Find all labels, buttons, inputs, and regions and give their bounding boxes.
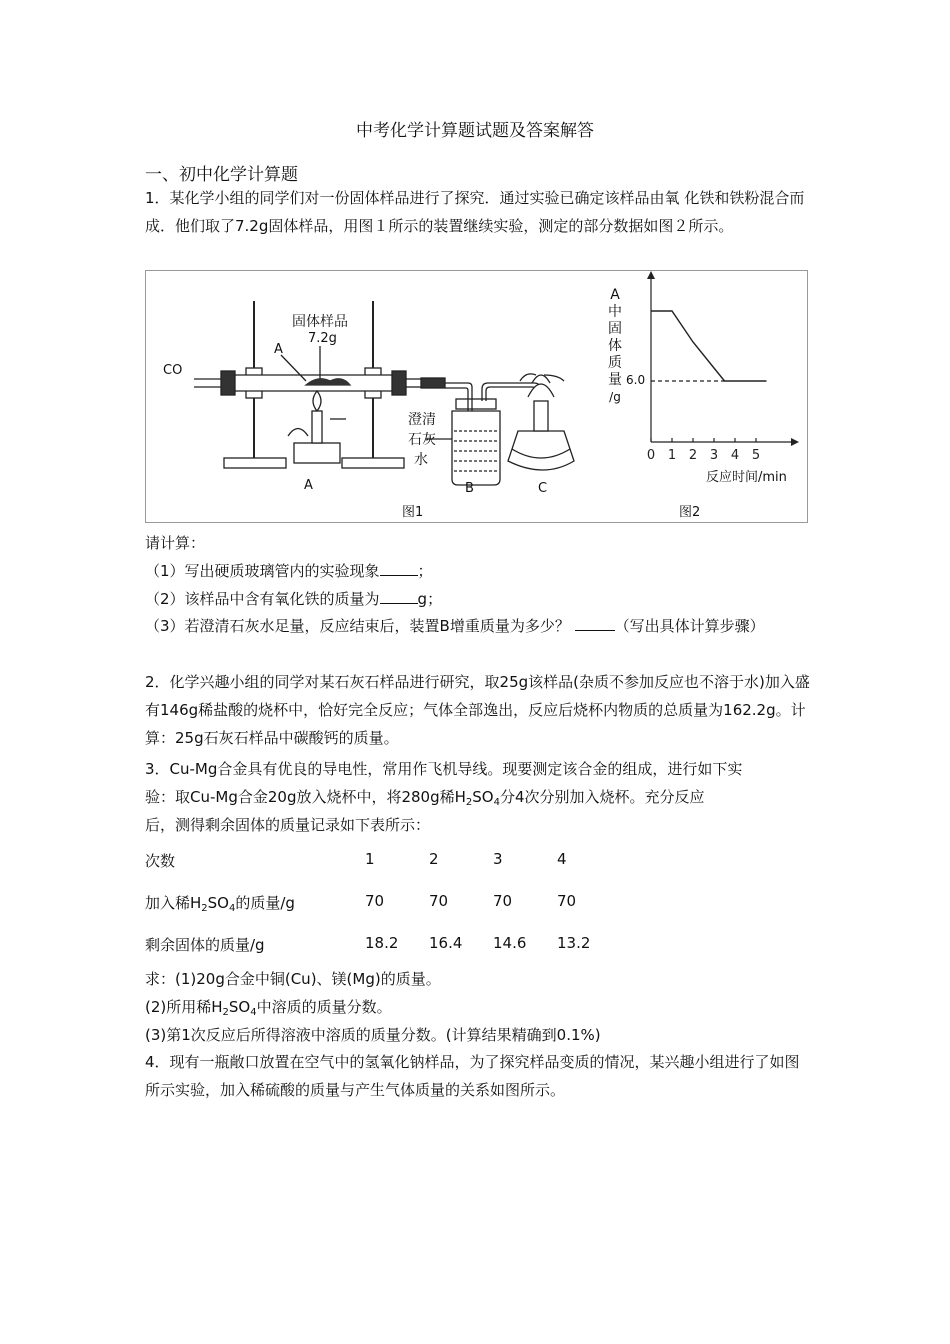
q3-line2 <box>145 786 705 807</box>
q1-sub1-text: （1）写出硬质玻璃管内的实验现象 <box>145 562 380 580</box>
fig2-y-mark: 6.0 <box>626 373 646 387</box>
table-header-row <box>145 850 665 874</box>
q3-ask2-part: (2)所用稀H <box>145 998 223 1016</box>
chart-x-arrow <box>791 438 799 446</box>
table-cell: 70 <box>557 892 577 910</box>
chart-x-tick-label: 0 <box>646 448 656 463</box>
q1-sub1-end: ； <box>417 562 433 580</box>
mass-time-chart <box>647 271 799 463</box>
chart-x-tick-label: 4 <box>730 448 740 463</box>
fig1-tube-label: A <box>274 342 283 357</box>
fig2-ylabel-char: 量 <box>608 372 622 388</box>
q3-ask2 <box>145 996 392 1017</box>
left-stopper <box>221 371 235 395</box>
answer-blank-2[interactable] <box>380 589 418 604</box>
table-cell: 14.6 <box>493 934 527 952</box>
fig1-limewater-label-3: 水 <box>414 452 428 468</box>
right-stopper <box>392 371 406 395</box>
chart-y-arrow <box>647 271 655 279</box>
label-part: SO <box>207 894 229 912</box>
chart-series-line <box>651 311 767 381</box>
fig2-ylabel-char: 体 <box>608 338 622 354</box>
label-sub: 2 <box>201 903 208 914</box>
table-cell: 70 <box>493 892 513 910</box>
q3-line1: 3．Cu-Mg合金具有优良的导电性，常用作飞机导线。现要测定该合金的组成，进行如下实 <box>145 760 743 778</box>
fig1-sample-mass: 7.2g <box>308 331 337 346</box>
table-cell: 18.2 <box>365 934 399 952</box>
fig1-label-b: B <box>465 481 474 496</box>
fig2-ylabel-char: 固 <box>608 321 622 337</box>
q3-line2-part: 验：取Cu-Mg合金20g放入烧杯中，将280g稀H <box>145 788 466 806</box>
q1-sub3 <box>145 612 810 640</box>
table-cell: 70 <box>429 892 449 910</box>
q1-sub3-text: （3）若澄清石灰水足量，反应结束后，装置B增重质量为多少？ <box>145 617 570 635</box>
fig1-limewater-label-1: 澄清 <box>408 412 436 428</box>
chart-x-tick-label: 3 <box>709 448 719 463</box>
q1-sub2-text: （2）该样品中含有氧化铁的质量为 <box>145 590 380 608</box>
q3-ask2-part: 中溶质的质量分数。 <box>256 998 392 1016</box>
fig2-ylabel-char: /g <box>609 390 621 404</box>
fig1-caption: 图1 <box>402 505 424 520</box>
q3-ask2-part: SO <box>228 998 251 1016</box>
fig1-limewater-label-2: 石灰 <box>408 432 436 448</box>
table-row <box>145 892 665 916</box>
fig2-xlabel: 反应时间/min <box>706 470 787 485</box>
q3-line2-sub: 4 <box>493 797 500 808</box>
label-part: 的质量/g <box>235 894 295 912</box>
fig1-label-c: C <box>538 481 548 496</box>
q3-ask2-sub: 4 <box>250 1007 257 1018</box>
table-header-cell: 3 <box>493 850 503 868</box>
fig1-sample-label: 固体样品 <box>292 314 348 330</box>
question-4-text: 4．现有一瓶敞口放置在空气中的氢氧化钠样品，为了探究样品变质的情况，某兴趣小组进行了如图所示实验，加入稀硫酸的质量与产生气体质量的关系如图所示。 <box>145 1053 800 1099</box>
q3-line2-part: 分4次分别加入烧杯。充分反应 <box>499 788 705 806</box>
table-row-label <box>145 892 295 913</box>
label-sub: 4 <box>228 903 236 914</box>
q3-ask2-sub: 2 <box>222 1007 229 1018</box>
page-title: 中考化学计算题试题及答案解答 <box>356 121 594 141</box>
q3-ask3: (3)第1次反应后所得溶液中溶质的质量分数。(计算结果精确到0.1%) <box>145 1026 601 1044</box>
fig2-ylabel-char: 中 <box>608 304 622 320</box>
q1-sub2 <box>145 588 442 609</box>
chart-x-tick-label: 5 <box>751 448 761 463</box>
q3-line2-sub: 2 <box>465 797 473 808</box>
fig2-ylabel <box>605 287 625 406</box>
label-part: 加入稀H <box>145 894 202 912</box>
fig2-caption: 图2 <box>679 505 701 520</box>
chart-x-tick-label: 2 <box>688 448 698 463</box>
q1-prompt: 请计算： <box>145 534 206 552</box>
fig1-label-a: A <box>304 478 313 493</box>
q1-sub2-end: g； <box>417 590 443 608</box>
answer-blank-3[interactable] <box>575 616 615 631</box>
fig2-ylabel-char: 质 <box>608 355 622 371</box>
q1-sub1 <box>145 560 433 581</box>
table-cell: 13.2 <box>557 934 591 952</box>
section-heading: 一、初中化学计算题 <box>145 165 298 185</box>
answer-blank-1[interactable] <box>380 561 418 576</box>
apparatus-diagram <box>194 301 574 485</box>
fig1-gas-label: CO <box>163 363 183 378</box>
table-header-cell: 次数 <box>145 852 176 870</box>
q3-ask1: 求：(1)20g合金中铜(Cu)、镁(Mg)的质量。 <box>145 970 441 988</box>
question-1-text: 1．某化学小组的同学们对一份固体样品进行了探究．通过实验已确定该样品由氧 化铁和铁粉混合而成．他们取了7.2g固体样品，用图１所示的装置继续实验，测定的部分数据如图２所示。 <box>145 189 805 235</box>
q3-line3: 后，测得剩余固体的质量记录如下表所示： <box>145 816 431 834</box>
table-header-cell: 2 <box>429 850 439 868</box>
burner-c <box>508 431 574 470</box>
table-row-label: 剩余固体的质量/g <box>145 936 265 954</box>
chart-x-tick-label: 1 <box>667 448 677 463</box>
left-stand-base <box>224 458 286 468</box>
q3-line2-part: SO <box>472 788 494 806</box>
fig2-ylabel-char: A <box>610 287 620 303</box>
experiment-figure <box>145 270 808 523</box>
q1-sub3-end: （写出具体计算步骤） <box>614 617 765 635</box>
figure-svg <box>146 271 809 524</box>
question-2-text: 2．化学兴趣小组的同学对某石灰石样品进行研究，取25g该样品(杂质不参加反应也不溶于水)加入盛有146g稀盐酸的烧杯中，恰好完全反应；气体全部逸出，反应后烧杯内物质的总质量为162.2g。计算：25g石灰石样品中碳酸钙的质量。 <box>145 673 810 747</box>
table-header-cell: 1 <box>365 850 375 868</box>
alcohol-lamp <box>294 443 340 463</box>
table-header-cell: 4 <box>557 850 567 868</box>
table-row <box>145 934 665 958</box>
right-stand-base <box>342 458 404 468</box>
bottle-b-cap <box>456 399 496 409</box>
bottle-b <box>452 411 500 485</box>
table-cell: 70 <box>365 892 385 910</box>
table-cell: 16.4 <box>429 934 463 952</box>
